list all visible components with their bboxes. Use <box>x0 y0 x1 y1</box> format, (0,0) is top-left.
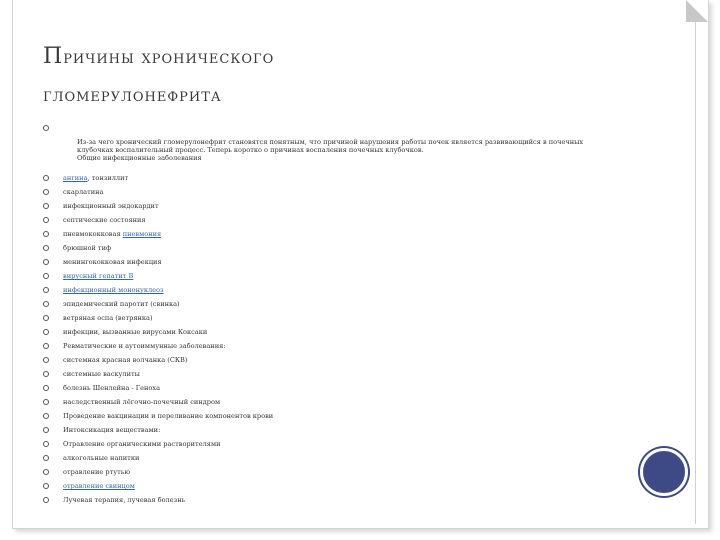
bullet-icon <box>43 483 49 489</box>
list-item-link[interactable]: вирусный гепатит В <box>63 272 134 280</box>
list-item <box>41 174 601 188</box>
list-item-text: пневмококковая <box>63 230 123 238</box>
list-item <box>41 244 601 258</box>
list-item <box>41 202 601 216</box>
list-item-text: скарлатина <box>63 188 104 196</box>
list-item <box>41 328 601 342</box>
list-item-text: болезнь Шенлейна - Геноха <box>63 384 161 392</box>
list-item-text: инфекции, вызванные вирусами Коксаки <box>63 328 208 336</box>
list-item <box>41 342 601 356</box>
list-item-text: Лучевая терапия, лучевая болезнь <box>63 496 186 504</box>
list-item-text: инфекционный эндокардит <box>63 202 159 210</box>
bullet-icon <box>43 371 49 377</box>
list-item <box>41 384 601 398</box>
list-item-text: Проведение вакцинации и переливание компонентов крови <box>63 412 274 420</box>
bullet-icon <box>43 245 49 251</box>
bullet-icon <box>43 469 49 475</box>
list-item <box>41 412 601 426</box>
bullet-icon <box>43 399 49 405</box>
slide-border-line <box>695 22 696 524</box>
bullet-icon <box>43 343 49 349</box>
bullet-icon <box>43 175 49 181</box>
intro-text: Из-за чего хронический гломерулонефрит становятся понятным, что причиной нарушения работы почек является развивающийся в почечных клубочках воспалительный процесс. Теперь коротко о причинах воспаления почечных клубочков. <box>77 138 584 154</box>
list-item <box>41 496 601 510</box>
list-item <box>41 314 601 328</box>
bullet-icon <box>43 413 49 419</box>
list-item <box>41 300 601 314</box>
bullet-icon <box>43 287 49 293</box>
list-item-text: системные васкулиты <box>63 370 140 378</box>
list-item <box>41 468 601 482</box>
list-item-text: Ревматические и аутоиммунные заболевания: <box>63 342 226 350</box>
list-item-text: брюшной тиф <box>63 244 112 252</box>
title-line-1: ричины хронического <box>63 47 275 68</box>
bullet-icon <box>43 301 49 307</box>
cause-list <box>41 124 601 510</box>
decorative-circle <box>640 448 688 496</box>
bullet-icon <box>43 427 49 433</box>
bullet-icon <box>43 441 49 447</box>
bullet-icon <box>43 231 49 237</box>
list-item <box>41 356 601 370</box>
list-item-text: эпидемический паротит (свинка) <box>63 300 180 308</box>
page-curl-corner <box>686 0 708 22</box>
bullet-icon <box>43 203 49 209</box>
bullet-icon <box>43 385 49 391</box>
bullet-icon <box>43 329 49 335</box>
bullet-icon <box>43 357 49 363</box>
list-item-text: наследственный лёгочно-почечный синдром <box>63 398 221 406</box>
bullet-icon <box>43 259 49 265</box>
list-item-link[interactable]: инфекционный мононуклеоз <box>63 286 164 294</box>
intro-subhead: Общие инфекционные заболевания <box>77 154 202 162</box>
list-item <box>41 370 601 384</box>
intro-paragraph <box>63 124 597 162</box>
title-first-letter: П <box>43 44 64 69</box>
list-item <box>41 216 601 230</box>
list-item-text: отравление ртутью <box>63 468 131 476</box>
list-item <box>41 398 601 412</box>
bullet-icon <box>43 497 49 503</box>
list-item-text: менингококковая инфекция <box>63 258 162 266</box>
list-item <box>41 272 601 286</box>
list-item <box>41 426 601 440</box>
bullet-icon <box>43 455 49 461</box>
slide-title <box>43 38 603 115</box>
list-item-text: септические состояния <box>63 216 146 224</box>
bullet-icon <box>43 189 49 195</box>
list-item-text: Отравление органическими растворителями <box>63 440 221 448</box>
bullet-icon <box>43 273 49 279</box>
bullet-icon <box>43 217 49 223</box>
list-item <box>41 286 601 300</box>
list-item-text: алкогольные напитки <box>63 454 140 462</box>
intro-item <box>41 124 601 174</box>
list-item-text: Интоксикация веществами: <box>63 426 161 434</box>
list-item <box>41 230 601 244</box>
list-item <box>41 440 601 454</box>
list-item <box>41 258 601 272</box>
list-item-link[interactable]: ангина <box>63 174 88 182</box>
bullet-icon <box>43 125 49 131</box>
list-item-text-suffix: , тонзиллит <box>87 174 129 182</box>
list-item-link[interactable]: отравление свинцом <box>63 482 135 490</box>
list-item <box>41 482 601 496</box>
list-item-link[interactable]: пневмония <box>122 230 162 238</box>
list-item-text: системная красная волчанка (СКВ) <box>63 356 188 364</box>
bullet-icon <box>43 315 49 321</box>
list-item-text: ветряная оспа (ветрянка) <box>63 314 153 322</box>
slide <box>12 0 709 529</box>
list-item <box>41 454 601 468</box>
list-item <box>41 188 601 202</box>
title-line-2: гломерулонефрита <box>43 85 222 106</box>
